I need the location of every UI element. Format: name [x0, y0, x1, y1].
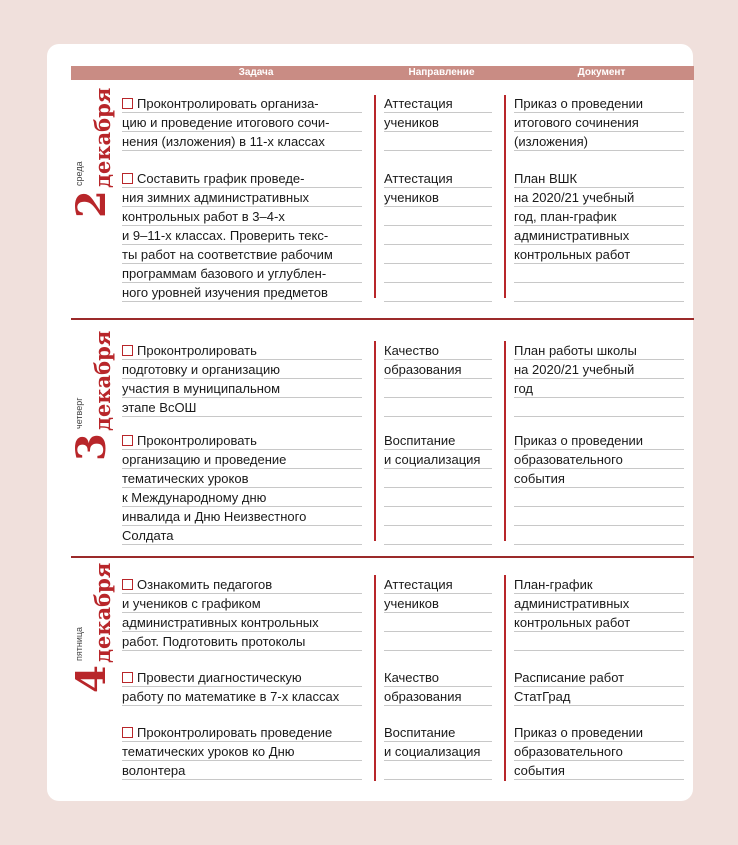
task-checkbox[interactable]	[122, 98, 133, 109]
header-document: Документ	[577, 67, 626, 78]
column-divider	[374, 95, 376, 298]
task-text: Провести диагностическую работу по математике в 7-х классах	[122, 670, 340, 704]
header-direction: Направление	[408, 67, 475, 78]
column-divider	[504, 95, 506, 298]
weekday-label: среда	[74, 161, 84, 186]
direction-cell: Воспитание и социализация	[384, 723, 492, 780]
task-checkbox[interactable]	[122, 727, 133, 738]
task-text: Ознакомить педагогов и учеников с графиком административных контрольных работ. Подготовить протоколы	[122, 577, 319, 649]
day-number: 4	[68, 665, 115, 693]
direction-cell: Воспитание и социализация	[384, 431, 492, 545]
month-label: декабря	[90, 87, 115, 188]
document-cell: План ВШК на 2020/21 учебный год, план-график административных контрольных работ	[514, 169, 684, 302]
column-divider	[504, 575, 506, 781]
month-label: декабря	[90, 562, 115, 663]
task-item	[122, 575, 362, 651]
day-separator	[71, 318, 694, 320]
task-item	[122, 723, 362, 780]
day-number: 2	[68, 190, 115, 218]
direction-cell: Аттестация учеников	[384, 94, 492, 151]
task-text: Проконтролировать подготовку и организацию участия в муниципальном этапе ВсОШ	[122, 343, 281, 415]
task-checkbox[interactable]	[122, 345, 133, 356]
document-cell: Приказ о проведении образовательного события	[514, 723, 684, 780]
document-cell: Приказ о проведении образовательного события	[514, 431, 684, 545]
task-text: Составить график проведе- ния зимних административных контрольных работ в 3–4-х и 9–11-х классах. Проверить текс- ты работ на соответствие рабочим программам базового и углублен- ного уровней изучения предметов	[122, 171, 333, 300]
day-number: 3	[68, 433, 115, 461]
column-divider	[504, 341, 506, 541]
task-item	[122, 341, 362, 417]
column-divider	[374, 341, 376, 541]
direction-cell: Качество образования	[384, 341, 492, 417]
document-cell: План-график административных контрольных работ	[514, 575, 684, 651]
table-header	[71, 66, 694, 80]
task-item	[122, 431, 362, 545]
task-item	[122, 94, 362, 151]
month-label: декабря	[90, 330, 115, 431]
day-separator	[71, 556, 694, 558]
task-text: Проконтролировать проведение тематических уроков ко Дню волонтера	[122, 725, 333, 778]
task-text: Проконтролировать организа- цию и проведение итогового сочи- нения (изложения) в 11-х классах	[122, 96, 330, 149]
task-text: Проконтролировать организацию и проведение тематических уроков к Международному дню инвалида и Дню Неизвестного Солдата	[122, 433, 307, 543]
task-item	[122, 668, 362, 706]
document-cell: План работы школы на 2020/21 учебный год	[514, 341, 684, 417]
column-divider	[374, 575, 376, 781]
task-checkbox[interactable]	[122, 173, 133, 184]
direction-cell: Качество образования	[384, 668, 492, 706]
task-checkbox[interactable]	[122, 672, 133, 683]
task-checkbox[interactable]	[122, 435, 133, 446]
weekday-label: пятница	[74, 626, 84, 661]
weekday-label: четверг	[74, 397, 84, 429]
direction-cell: Аттестация учеников	[384, 169, 492, 302]
task-checkbox[interactable]	[122, 579, 133, 590]
task-item	[122, 169, 362, 302]
document-cell: Приказ о проведении итогового сочинения (изложения)	[514, 94, 684, 151]
header-task: Задача	[238, 67, 274, 78]
document-cell: Расписание работ СтатГрад	[514, 668, 684, 706]
direction-cell: Аттестация учеников	[384, 575, 492, 651]
